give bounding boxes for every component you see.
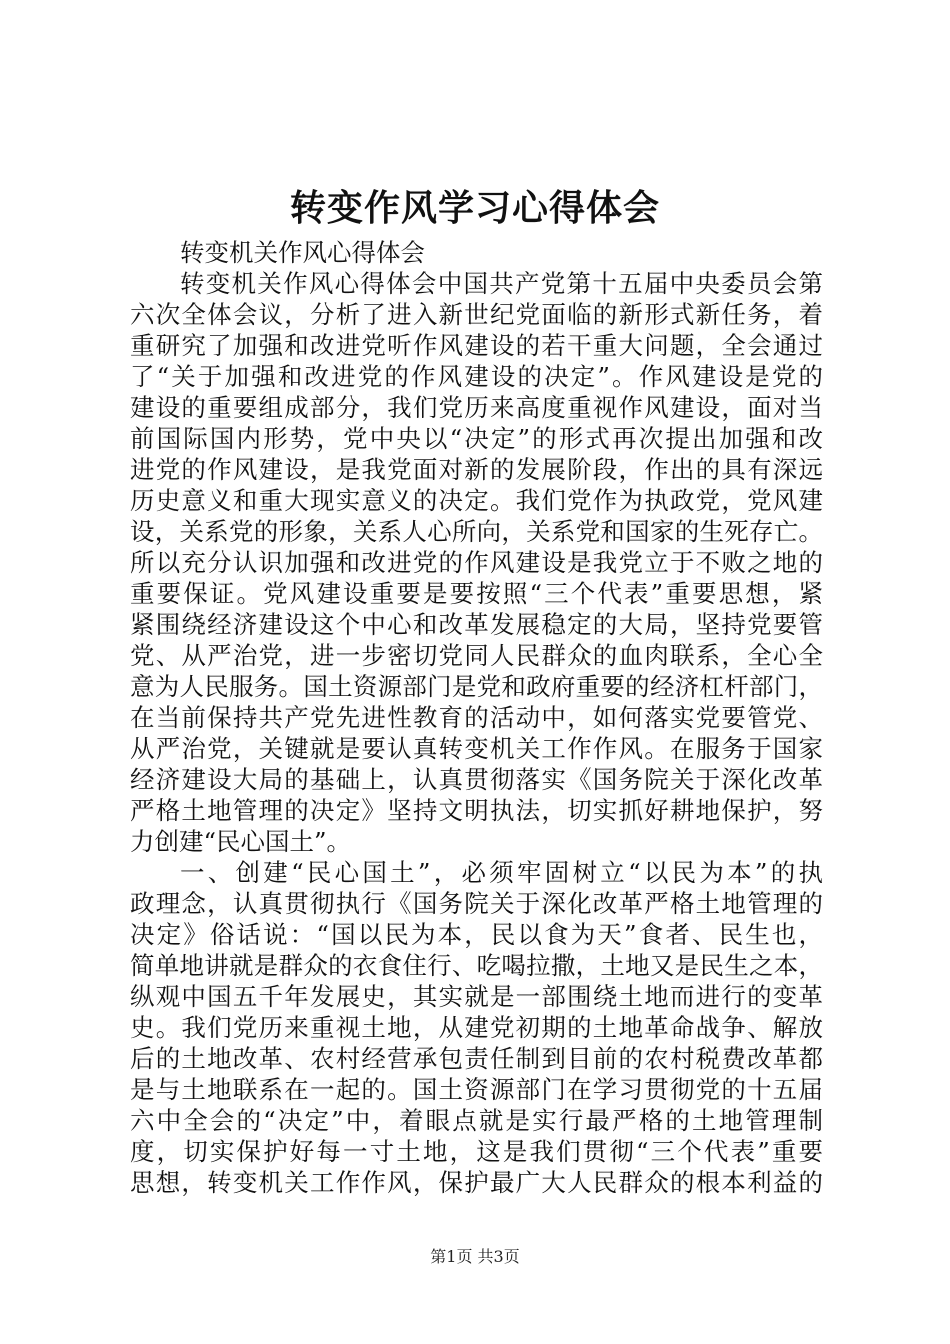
paragraph-line: 重研究了加强和改进党听作风建设的若干重大问题，全会通过	[130, 331, 823, 360]
paragraph-line: 所以充分认识加强和改进党的作风建设是我党立于不败之地的	[130, 548, 823, 577]
paragraph-line: 设，关系党的形象，关系人心所向，关系党和国家的生死存亡。	[130, 517, 823, 546]
paragraph-line: 了“关于加强和改进党的作风建设的决定”。作风建设是党的	[130, 362, 823, 391]
paragraph-line: 历史意义和重大现实意义的决定。我们党作为执政党，党风建	[130, 486, 823, 515]
subtitle-line: 转变机关作风心得体会	[180, 238, 425, 267]
paragraph-line: 纵观中国五千年发展史，其实就是一部围绕土地而进行的变革	[130, 982, 823, 1011]
paragraph-line: 紧围绕经济建设这个中心和改革发展稳定的大局，坚持党要管	[130, 610, 823, 639]
paragraph-line: 建设的重要组成部分，我们党历来高度重视作风建设，面对当	[130, 393, 823, 422]
paragraph-line: 转变机关作风心得体会中国共产党第十五届中央委员会第	[180, 269, 823, 298]
paragraph-line: 力创建“民心国土”。	[130, 827, 352, 856]
paragraph-line: 决定》俗话说：“国以民为本，民以食为天”食者、民生也，	[130, 920, 823, 949]
paragraph-line: 在当前保持共产党先进性教育的活动中，如何落实党要管党、	[130, 703, 823, 732]
paragraph-line: 是与土地联系在一起的。国土资源部门在学习贯彻党的十五届	[130, 1075, 823, 1104]
paragraph-line: 党、从严治党，进一步密切党同人民群众的血肉联系，全心全	[130, 641, 823, 670]
paragraph-line: 从严治党，关键就是要认真转变机关工作作风。在服务于国家	[130, 734, 823, 763]
document-title: 转变作风学习心得体会	[289, 187, 660, 229]
paragraph-line: 后的土地改革、农村经营承包责任制到目前的农村税费改革都	[130, 1044, 823, 1073]
paragraph-line: 意为人民服务。国土资源部门是党和政府重要的经济杠杆部门，	[130, 672, 823, 701]
page-footer: 第1页 共3页	[430, 1247, 520, 1266]
paragraph-line: 前国际国内形势，党中央以“决定”的形式再次提出加强和改	[130, 424, 823, 453]
paragraph-line: 经济建设大局的基础上，认真贯彻落实《国务院关于深化改革	[130, 765, 823, 794]
paragraph-line: 重要保证。党风建设重要是要按照“三个代表”重要思想，紧	[130, 579, 823, 608]
paragraph-line: 度，切实保护好每一寸土地，这是我们贯彻“三个代表”重要	[130, 1137, 823, 1166]
paragraph-line: 严格土地管理的决定》坚持文明执法，切实抓好耕地保护，努	[130, 796, 823, 825]
paragraph-line: 一、创建“民心国土”，必须牢固树立“以民为本”的执	[180, 858, 823, 887]
paragraph-line: 六次全体会议，分析了进入新世纪党面临的新形式新任务，着	[130, 300, 823, 329]
document-body	[130, 237, 823, 1198]
paragraph-line: 思想，转变机关工作作风，保护最广大人民群众的根本利益的	[130, 1168, 823, 1197]
paragraph-line: 六中全会的“决定”中，着眼点就是实行最严格的土地管理制	[130, 1106, 823, 1135]
paragraph-line: 史。我们党历来重视土地，从建党初期的土地革命战争、解放	[130, 1013, 823, 1042]
paragraph-line: 进党的作风建设，是我党面对新的发展阶段，作出的具有深远	[130, 455, 823, 484]
paragraph-line: 政理念，认真贯彻执行《国务院关于深化改革严格土地管理的	[130, 889, 823, 918]
paragraph-line: 简单地讲就是群众的衣食住行、吃喝拉撒，土地又是民生之本，	[130, 951, 823, 980]
